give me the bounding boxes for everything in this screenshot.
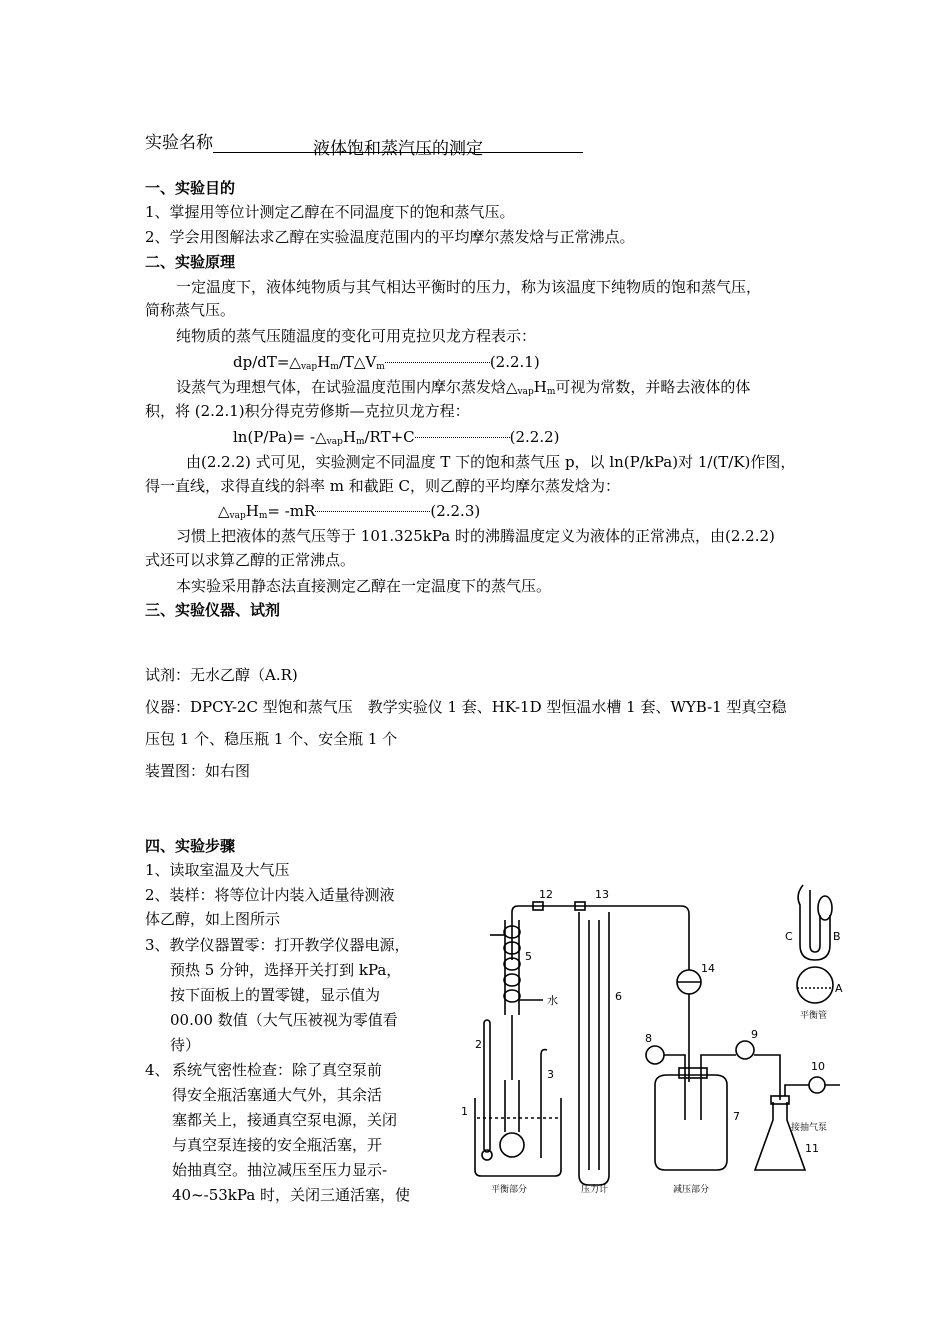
sec2-p2: 纯物质的蒸气压随温度的变化可用克拉贝龙方程表示： [176,327,537,345]
eq1-pre: dp/dT=△ [233,353,301,371]
label-6: 6 [615,990,622,1003]
tube-8 [664,1055,685,1068]
sec1-item-2: 2、学会用图解法求乙醇在实验温度范围内的平均摩尔蒸发焓与正常沸点。 [145,228,635,246]
equation-2-2-3 [218,501,480,526]
sec2-heading: 二、实验原理 [145,253,236,271]
title-line [145,128,583,159]
thermometer [484,1020,490,1152]
label-A: A [835,982,843,995]
equation-2-2-2 [233,427,560,452]
eq3-sub-m: m [258,511,268,521]
step-4a: 系统气密性检查：除了真空泵前 [172,1061,383,1079]
label-3: 3 [547,1068,554,1081]
manometer-outer [579,912,609,1185]
p3a-sub-m: m [546,387,556,397]
eq3-pre: △ [218,502,230,520]
condenser-bulb-5 [504,990,520,1002]
eq3-sub-vap: vap [229,511,246,521]
eq1-number: (2.2.1) [489,353,540,371]
sec2-p6: 本实验采用静态法直接测定乙醇在一定温度下的蒸气压。 [176,577,552,595]
balance-tube-bulb [500,1133,524,1157]
sec2-p5a: 习惯上把液体的蒸气压等于 101.325kPa 时的沸腾温度定义为液体的正常沸点，由(2.2.2) [176,527,775,545]
valve-8 [646,1046,664,1064]
balance-tube-detail-top [818,896,832,920]
p3a-post: 可视为常数，并略去液体的体 [555,378,751,396]
label-1: 1 [461,1105,468,1118]
sec1-item-1: 1、掌握用等位计测定乙醇在不同温度下的饱和蒸气压。 [145,203,515,221]
eq2-leader-dots [415,436,510,438]
balance-tube-detail-inner [810,890,820,952]
label-B: B [833,930,841,943]
step-3b: 预热 5 分钟，选择开关打到 kPa， [170,961,402,979]
title-label: 实验名称 [145,133,213,153]
sec2-p5b: 式还可以求算乙醇的正常沸点。 [145,551,356,569]
valve-9 [736,1041,754,1059]
condenser-bulb-4 [504,974,520,986]
caption-pump: 接抽气泵 [791,1123,828,1133]
eq3-number: (2.2.3) [430,502,481,520]
eq1-leader-dots [385,361,490,363]
label-8: 8 [645,1032,652,1045]
step-4-number: 4、 [145,1061,170,1079]
eq2-h: H [342,428,356,446]
step-3c: 按下面板上的置零键，显示值为 [170,986,381,1004]
eq1-post: /T△V [338,353,377,371]
tube-9 [701,1055,780,1100]
p3a-h: H [533,378,547,396]
apparatus-diagram [455,870,855,1200]
p3a-sub-vap: vap [517,387,534,397]
step-2a: 2、装样：将等位计内装入适量待测液 [145,886,395,904]
label-14: 14 [701,962,715,975]
sec2-p1b: 简称蒸气压。 [145,301,236,319]
sec3-heading: 三、实验仪器、试剂 [145,601,281,619]
step-4d: 与真空泵连接的安全瓶活塞，开 [172,1136,383,1154]
label-12: 12 [539,888,553,901]
step-2b: 体乙醇，如上图所示 [145,910,281,928]
label-13: 13 [595,888,609,901]
eq1-sub-vap: vap [300,362,318,372]
title-underline-right [483,134,583,153]
title-underline-left [213,134,313,153]
buffer-bottle [655,1075,727,1170]
eq1-h: H [317,353,331,371]
label-C: C [785,930,793,943]
balance-tube-sides [505,1080,519,1132]
sec2-p1a: 一定温度下，液体纯物质与其气相达平衡时的压力，称为该温度下纯物质的饱和蒸气压， [176,278,762,296]
caption-balance-part: 平衡部分 [491,1185,528,1195]
caption-manometer: 压力计 [581,1185,609,1195]
p3a-pre: 设蒸气为理想气体，在试验温度范围内摩尔蒸发焓△ [176,378,518,396]
sec3-setup: 装置图：如右图 [145,762,251,780]
eq3-h: H [245,502,259,520]
label-10: 10 [811,1060,825,1073]
balance-tube-detail-bulb-A [797,967,833,1003]
buffer-bottle-tubes [685,1068,701,1120]
caption-balance-tube: 平衡管 [800,1011,828,1021]
sec2-p4a: 由(2.2.2) 式可见，实验测定不同温度 T 下的饱和蒸气压 p，以 ln(P/kPa)对 1/(T/K)作图， [186,453,796,471]
label-11: 11 [805,1142,819,1155]
sec2-p3a [176,377,750,402]
label-2: 2 [475,1038,482,1051]
tube-top-right [590,906,689,970]
step-4b: 得安全瓶活塞通大气外，其余活 [172,1086,383,1104]
eq1-sub-m2: m [376,362,385,372]
label-water: 水 [547,994,558,1007]
step-3d: 00.00 数值（大气压被视为零值看 [170,1011,398,1029]
tube-10 [785,1085,840,1096]
step-4f: 40~-53kPa 时，关闭三通活塞，使 [172,1186,411,1204]
eq1-sub-m: m [330,362,339,372]
sec1-heading: 一、实验目的 [145,179,236,197]
water-bath-beaker [475,1098,561,1176]
eq2-number: (2.2.2) [509,428,560,446]
step-4c: 塞都关上，接通真空泵电源，关闭 [172,1111,398,1129]
manometer-inner [589,920,599,1170]
eq2-pre: ln(P/Pa)= -△ [233,428,327,446]
step-4e: 始抽真空。抽泣减压至压力显示- [172,1161,388,1179]
eq3-post: = -mR [267,502,316,520]
label-9: 9 [751,1028,758,1041]
buffer-bottle-stopper [679,1068,707,1078]
eq3-leader-dots [315,510,430,512]
sec2-p4b: 得一直线，求得直线的斜率 m 和截距 C，则乙醇的平均摩尔蒸发焓为： [145,477,621,495]
sec3-instruments-b: 压包 1 个、稳压瓶 1 个、安全瓶 1 个 [145,730,398,748]
caption-vacuum-part: 减压部分 [673,1185,710,1195]
title-name: 液体饱和蒸汽压的测定 [313,134,483,153]
safety-flask [755,1102,805,1170]
eq2-sub-vap: vap [326,437,343,447]
sec2-p3b: 积，将 (2.2.1)积分得克劳修斯—克拉贝龙方程： [145,402,470,420]
eq2-sub-m: m [355,437,365,447]
eq2-post: /RT+C [364,428,415,446]
label-7: 7 [733,1110,740,1123]
step-3e: 待） [170,1036,201,1054]
label-5: 5 [525,950,532,963]
equation-2-2-1 [233,352,540,377]
sec3-instruments-a: 仪器：DPCY-2C 型饱和蒸气压 教学实验仪 1 套、HK-1D 型恒温水槽 1 套、WYB-1 型真空稳 [145,698,787,716]
sec4-heading: 四、实验步骤 [145,837,236,855]
step-1: 1、读取室温及大气压 [145,861,290,879]
sec3-reagent: 试剂：无水乙醇（A.R) [145,666,298,684]
valve-10 [809,1077,825,1093]
stirrer-hook [541,1050,547,1055]
step-3a: 3、教学仪器置零：打开教学仪器电源， [145,936,410,954]
